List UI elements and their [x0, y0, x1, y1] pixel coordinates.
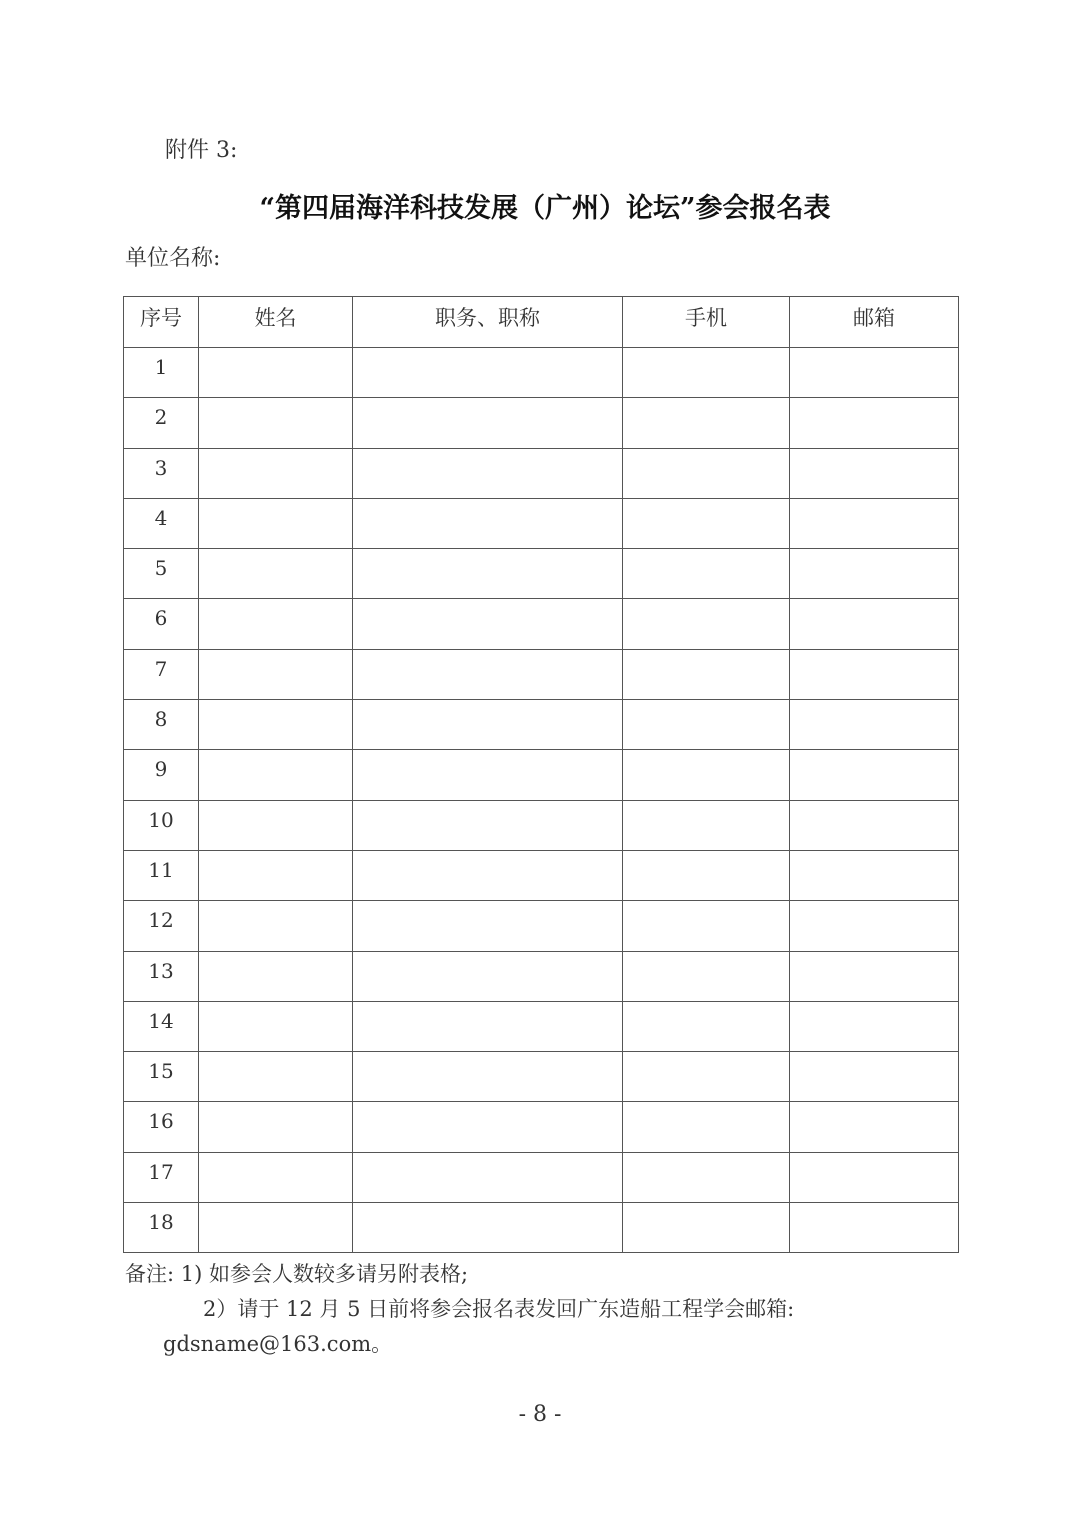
row-index: 5: [124, 549, 199, 599]
header-name: 姓名: [199, 297, 353, 348]
title-cell[interactable]: [353, 1152, 623, 1202]
email-cell[interactable]: [790, 1203, 959, 1253]
table-row: [124, 951, 959, 1001]
name-cell[interactable]: [199, 1052, 353, 1102]
title-cell[interactable]: [353, 1203, 623, 1253]
title-cell[interactable]: [353, 599, 623, 649]
title-cell[interactable]: [353, 448, 623, 498]
phone-cell[interactable]: [623, 498, 790, 548]
table-row: [124, 398, 959, 448]
name-cell[interactable]: [199, 398, 353, 448]
title-cell[interactable]: [353, 498, 623, 548]
note-line-1: 备注: 1) 如参会人数较多请另附表格;: [125, 1262, 469, 1286]
table-row: [124, 901, 959, 951]
header-email: 邮箱: [790, 297, 959, 348]
document-title: “第四届海洋科技发展（广州）论坛”参会报名表: [259, 193, 831, 224]
row-index: 3: [124, 448, 199, 498]
email-cell[interactable]: [790, 649, 959, 699]
phone-cell[interactable]: [623, 398, 790, 448]
table-row: [124, 549, 959, 599]
row-index: 17: [124, 1152, 199, 1202]
page-number: - 8 -: [518, 1402, 562, 1427]
title-cell[interactable]: [353, 850, 623, 900]
phone-cell[interactable]: [623, 1152, 790, 1202]
name-cell[interactable]: [199, 599, 353, 649]
row-index: 2: [124, 398, 199, 448]
phone-cell[interactable]: [623, 599, 790, 649]
title-cell[interactable]: [353, 1001, 623, 1051]
phone-cell[interactable]: [623, 750, 790, 800]
table-row: [124, 448, 959, 498]
notes: [125, 1257, 925, 1362]
note-line-2: 2）请于 12 月 5 日前将参会报名表发回广东造船工程学会邮箱:: [203, 1297, 795, 1321]
table-row: [124, 700, 959, 750]
email-cell[interactable]: [790, 1152, 959, 1202]
email-cell[interactable]: [790, 498, 959, 548]
row-index: 11: [124, 850, 199, 900]
header-phone: 手机: [623, 297, 790, 348]
email-cell[interactable]: [790, 951, 959, 1001]
name-cell[interactable]: [199, 448, 353, 498]
name-cell[interactable]: [199, 1001, 353, 1051]
name-cell[interactable]: [199, 348, 353, 398]
name-cell[interactable]: [199, 951, 353, 1001]
phone-cell[interactable]: [623, 951, 790, 1001]
phone-cell[interactable]: [623, 448, 790, 498]
email-cell[interactable]: [790, 1102, 959, 1152]
name-cell[interactable]: [199, 549, 353, 599]
email-cell[interactable]: [790, 1052, 959, 1102]
row-index: 7: [124, 649, 199, 699]
table-row: [124, 750, 959, 800]
title-cell[interactable]: [353, 549, 623, 599]
name-cell[interactable]: [199, 901, 353, 951]
phone-cell[interactable]: [623, 1102, 790, 1152]
phone-cell[interactable]: [623, 1001, 790, 1051]
email-cell[interactable]: [790, 901, 959, 951]
row-index: 13: [124, 951, 199, 1001]
table-row: [124, 649, 959, 699]
table-row: [124, 1102, 959, 1152]
table-row: [124, 498, 959, 548]
name-cell[interactable]: [199, 750, 353, 800]
table-row: [124, 1052, 959, 1102]
table-row: [124, 599, 959, 649]
email-cell[interactable]: [790, 800, 959, 850]
header-index: 序号: [124, 297, 199, 348]
phone-cell[interactable]: [623, 1052, 790, 1102]
title-cell[interactable]: [353, 348, 623, 398]
title-cell[interactable]: [353, 901, 623, 951]
row-index: 10: [124, 800, 199, 850]
phone-cell[interactable]: [623, 800, 790, 850]
name-cell[interactable]: [199, 1152, 353, 1202]
table-row: [124, 1001, 959, 1051]
table-row: [124, 850, 959, 900]
attachment-label: 附件 3:: [165, 138, 238, 163]
title-cell[interactable]: [353, 1102, 623, 1152]
row-index: 16: [124, 1102, 199, 1152]
row-index: 12: [124, 901, 199, 951]
name-cell[interactable]: [199, 1102, 353, 1152]
row-index: 18: [124, 1203, 199, 1253]
table-header-row: [124, 297, 959, 348]
title-cell[interactable]: [353, 1052, 623, 1102]
email-cell[interactable]: [790, 448, 959, 498]
table-row: [124, 1203, 959, 1253]
row-index: 8: [124, 700, 199, 750]
phone-cell[interactable]: [623, 901, 790, 951]
row-index: 1: [124, 348, 199, 398]
email-cell[interactable]: [790, 348, 959, 398]
table-row: [124, 1152, 959, 1202]
phone-cell[interactable]: [623, 649, 790, 699]
email-cell[interactable]: [790, 1001, 959, 1051]
title-cell[interactable]: [353, 750, 623, 800]
email-cell[interactable]: [790, 398, 959, 448]
row-index: 4: [124, 498, 199, 548]
email-cell[interactable]: [790, 850, 959, 900]
title-cell[interactable]: [353, 700, 623, 750]
phone-cell[interactable]: [623, 700, 790, 750]
name-cell[interactable]: [199, 1203, 353, 1253]
row-index: 6: [124, 599, 199, 649]
title-cell[interactable]: [353, 800, 623, 850]
title-cell[interactable]: [353, 951, 623, 1001]
name-cell[interactable]: [199, 498, 353, 548]
name-cell[interactable]: [199, 850, 353, 900]
title-cell[interactable]: [353, 398, 623, 448]
email-cell[interactable]: [790, 700, 959, 750]
email-cell[interactable]: [790, 549, 959, 599]
phone-cell[interactable]: [623, 549, 790, 599]
name-cell[interactable]: [199, 800, 353, 850]
phone-cell[interactable]: [623, 850, 790, 900]
table-row: [124, 348, 959, 398]
registration-table: [123, 296, 959, 1253]
phone-cell[interactable]: [623, 1203, 790, 1253]
note-email: gdsname@163.com。: [163, 1332, 393, 1356]
email-cell[interactable]: [790, 599, 959, 649]
title-cell[interactable]: [353, 649, 623, 699]
unit-name-label: 单位名称:: [125, 246, 221, 271]
phone-cell[interactable]: [623, 348, 790, 398]
table-row: [124, 800, 959, 850]
row-index: 9: [124, 750, 199, 800]
name-cell[interactable]: [199, 700, 353, 750]
name-cell[interactable]: [199, 649, 353, 699]
header-title: 职务、职称: [353, 297, 623, 348]
row-index: 14: [124, 1001, 199, 1051]
row-index: 15: [124, 1052, 199, 1102]
email-cell[interactable]: [790, 750, 959, 800]
